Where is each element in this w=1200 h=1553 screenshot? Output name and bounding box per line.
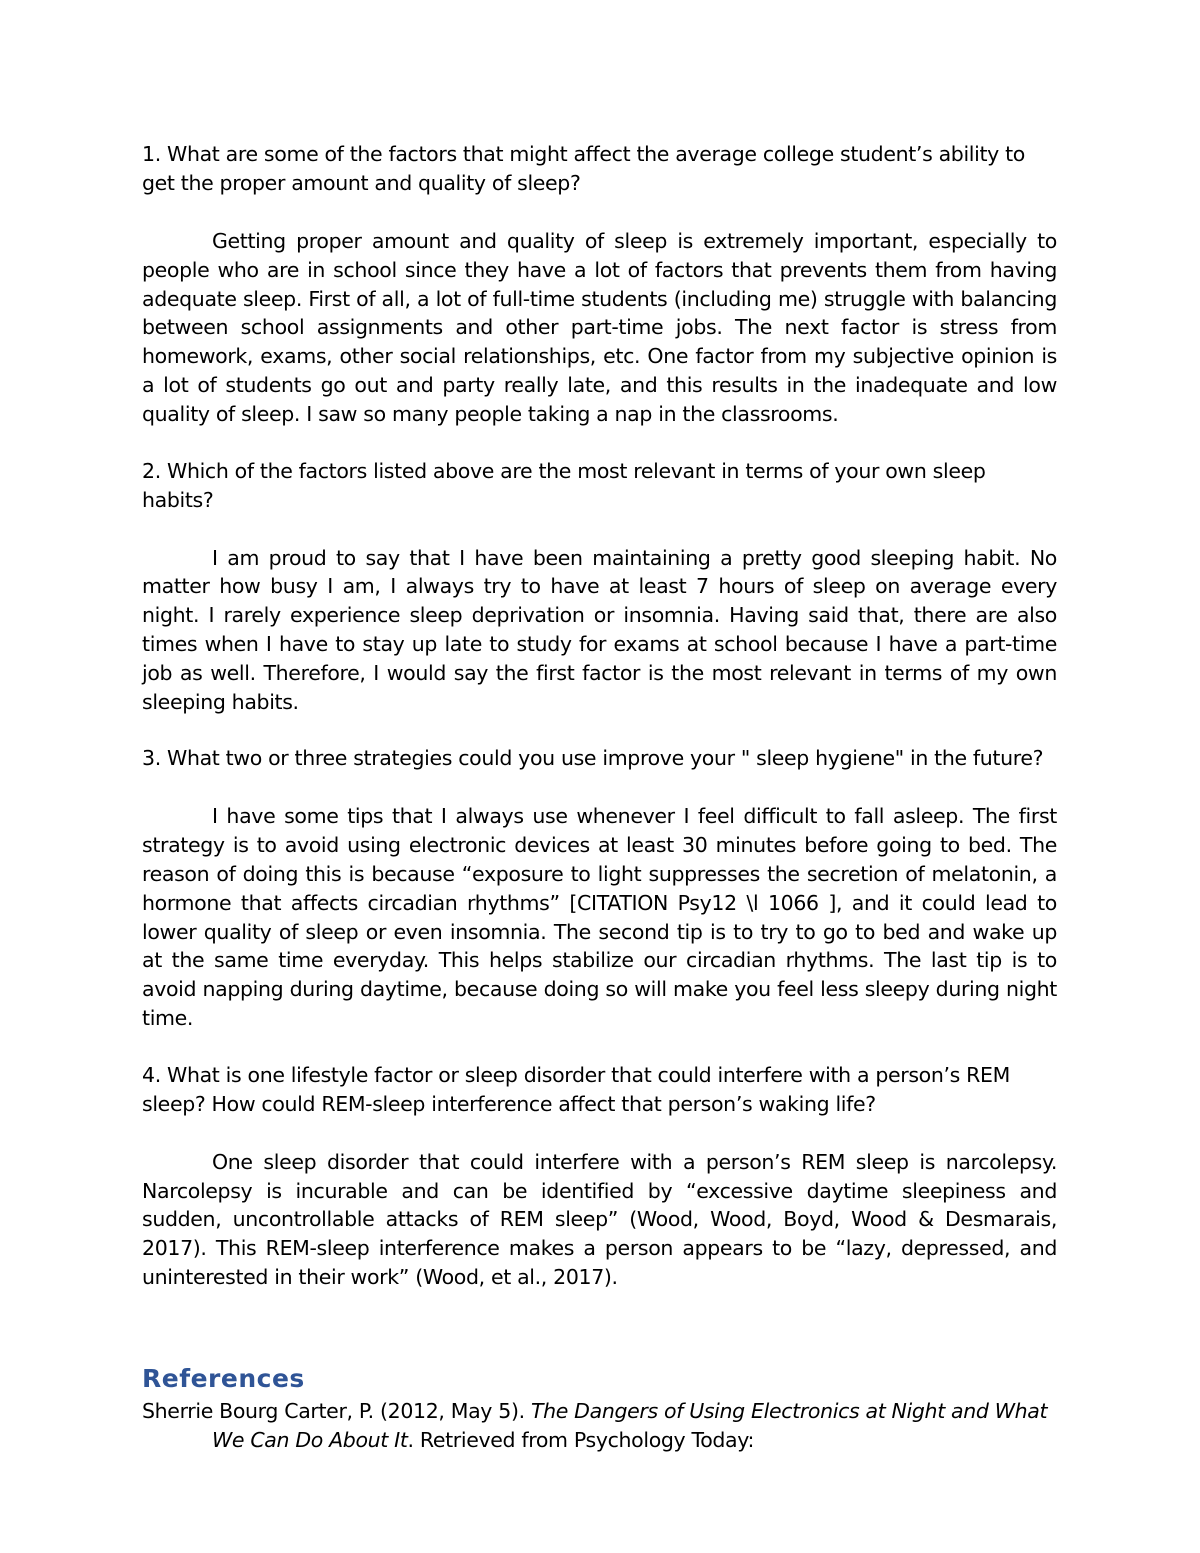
reference-author-date: Sherrie Bourg Carter, P. (2012, May 5).	[142, 1398, 531, 1423]
reference-entry	[142, 1397, 1057, 1455]
answer-1: Getting proper amount and quality of sleep is extremely important, especially to people who are in school since they have a lot of factors that prevents them from having adequate sleep. First of all, a lot of full-time students (including me) struggle with balancing between school assignments and other part-time jobs. The next factor is stress from homework, exams, other social relationships, etc. One factor from my subjective opinion is a lot of students go out and party really late, and this results in the inadequate and low quality of sleep. I saw so many people taking a nap in the classrooms.	[142, 229, 1057, 426]
document-page	[142, 140, 1057, 1455]
question-1: 1. What are some of the factors that might affect the average college student’s ability to get the proper amount and quality of sleep?	[142, 142, 1026, 195]
answer-2: I am proud to say that I have been maintaining a pretty good sleeping habit. No matter how busy I am, I always try to have at least 7 hours of sleep on average every night. I rarely experience sleep deprivation or insomnia. Having said that, there are also times when I have to stay up late to study for exams at school because I have a part-time job as well. Therefore, I would say the first factor is the most relevant in terms of my own sleeping habits.	[142, 545, 1057, 714]
question-3: 3. What two or three strategies could you use improve your " sleep hygiene" in the future?	[142, 746, 1044, 771]
answer-4: One sleep disorder that could interfere with a person’s REM sleep is narcolepsy. Narcolepsy is incurable and can be identified by “excessive daytime sleepiness and sudden, uncontrollable attacks of REM sleep” (Wood, Wood, Boyd, Wood & Desmarais, 2017). This REM-sleep interference makes a person appears to be “lazy, depressed, and uninterested in their work” (Wood, et al., 2017).	[142, 1149, 1057, 1289]
question-4: 4. What is one lifestyle factor or sleep disorder that could interfere with a person’s REM sleep? How could REM-sleep interference affect that person’s waking life?	[142, 1062, 1010, 1116]
reference-title: The Dangers of Using Electronics at Night and What We Can Do About It	[212, 1398, 1048, 1452]
references-heading: References	[142, 1363, 305, 1393]
answer-3: I have some tips that I always use whenever I feel difficult to fall asleep. The first strategy is to avoid using electronic devices at least 30 minutes before going to bed. The reason of doing this is because “exposure to light suppresses the secretion of melatonin, a hormone that affects circadian rhythms” [CITATION Psy12 \l 1066 ], and it could lead to lower quality of sleep or even insomnia. The second tip is to try to go to bed and wake up at the same time everyday. This helps stabilize our circadian rhythms. The last tip is to avoid napping during daytime, because doing so will make you feel less sleepy during night time.	[142, 804, 1057, 1030]
question-2: 2. Which of the factors listed above are the most relevant in terms of your own sleep habits?	[142, 458, 986, 512]
reference-source: . Retrieved from Psychology Today:	[407, 1427, 755, 1452]
